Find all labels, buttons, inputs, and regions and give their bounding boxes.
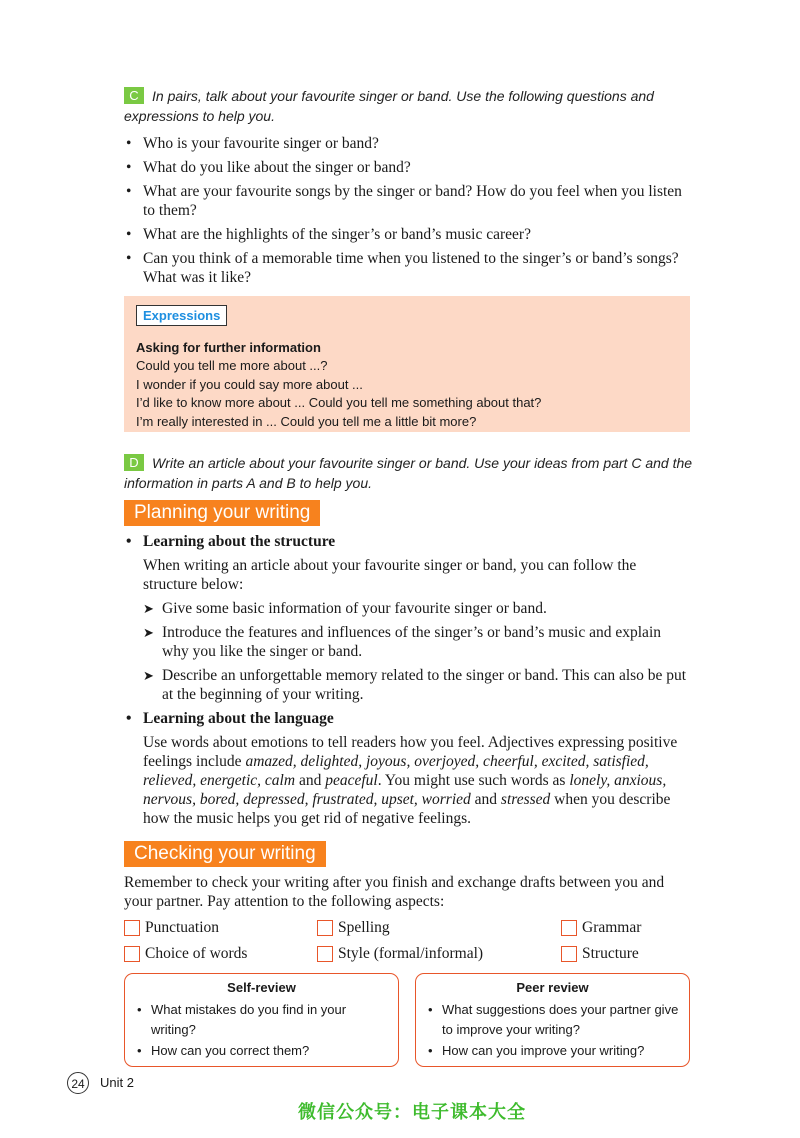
structure-item-text: Describe an unforgettable memory related to the singer or band. This can also be put at the beginning of your writing. bbox=[162, 667, 687, 703]
checkbox-icon[interactable] bbox=[561, 920, 577, 936]
structure-item-text: Introduce the features and influences of the singer’s or band’s music and explain why you like the singer or band. bbox=[162, 624, 661, 660]
aspect-label: Style (formal/informal) bbox=[338, 945, 484, 962]
language-text: and bbox=[470, 791, 501, 808]
arrow-icon: ➤ bbox=[143, 625, 154, 640]
structure-intro: When writing an article about your favourite singer or band, you can follow the structure below: bbox=[143, 557, 637, 593]
arrow-icon: ➤ bbox=[143, 668, 154, 683]
question-item: • Who is your favourite singer or band? bbox=[124, 134, 694, 153]
page-number: 24 bbox=[67, 1072, 89, 1094]
checkbox-icon[interactable] bbox=[317, 946, 333, 962]
self-review-item: • What mistakes do you find in your writing? bbox=[135, 1000, 388, 1039]
expression-line: I’d like to know more about ... Could you tell me something about that? bbox=[136, 395, 542, 411]
aspect-choice-of-words[interactable] bbox=[124, 945, 247, 963]
planning-heading-bar bbox=[124, 500, 320, 526]
peer-review-title: Peer review bbox=[516, 980, 589, 995]
checkbox-icon[interactable] bbox=[317, 920, 333, 936]
aspect-label: Choice of words bbox=[145, 945, 248, 962]
section-c-letter: C bbox=[124, 87, 144, 104]
question-item: • What are your favourite songs by the singer or band? How do you feel when you listen to them? bbox=[124, 182, 694, 220]
positive-words: amazed, delighted, joyous, overjoyed, cheerful, excited, satisfied, relieved, energetic, calm bbox=[143, 753, 649, 789]
negative-word-last: stressed bbox=[500, 791, 551, 808]
question-item: • What do you like about the singer or band? bbox=[124, 158, 694, 177]
self-review-box bbox=[124, 973, 399, 1067]
aspect-label: Structure bbox=[582, 945, 639, 962]
question-item: • Can you think of a memorable time when you listened to the singer’s or band’s songs? What was it like? bbox=[124, 249, 694, 287]
aspect-label: Grammar bbox=[582, 919, 642, 936]
checking-intro: Remember to check your writing after you finish and exchange drafts between you and your partner. Pay attention to the following aspects: bbox=[124, 874, 665, 910]
arrow-icon: ➤ bbox=[143, 601, 154, 616]
section-d-instruction-text: Write an article about your favourite singer or band. Use your ideas from part C and the information in parts A and B to help you. bbox=[124, 455, 693, 491]
aspect-label: Punctuation bbox=[145, 919, 220, 936]
question-list bbox=[124, 134, 694, 292]
language-text: Use words about emotions to tell readers how you feel. Adjectives expressing positive feelings include bbox=[143, 734, 678, 770]
peer-review-item: • What suggestions does your partner give to improve your writing? bbox=[426, 1000, 679, 1039]
expression-line: I’m really interested in ... Could you tell me a little bit more? bbox=[136, 413, 477, 429]
watermark-text: 微信公众号：电子课本大全 bbox=[298, 1102, 526, 1123]
planning-heading: Planning your writing bbox=[124, 500, 320, 526]
aspect-punctuation[interactable] bbox=[124, 919, 219, 937]
structure-title: • Learning about the structure bbox=[124, 532, 690, 551]
aspect-spelling[interactable] bbox=[317, 919, 390, 937]
expression-line: Could you tell me more about ...? bbox=[136, 358, 328, 373]
planning-content bbox=[124, 532, 690, 828]
section-d-letter: D bbox=[124, 454, 144, 471]
section-d-instruction bbox=[124, 453, 694, 493]
expression-line: I wonder if you could say more about ... bbox=[136, 376, 363, 392]
structure-item-text: Give some basic information of your favourite singer or band. bbox=[162, 600, 547, 617]
language-title: • Learning about the language bbox=[124, 709, 690, 728]
structure-item bbox=[143, 666, 690, 704]
language-text: . You might use such words as bbox=[377, 772, 570, 789]
checkbox-icon[interactable] bbox=[561, 946, 577, 962]
structure-item bbox=[143, 623, 690, 661]
checkbox-icon[interactable] bbox=[124, 946, 140, 962]
self-review-item: • How can you correct them? bbox=[135, 1041, 388, 1061]
structure-item bbox=[143, 599, 690, 618]
language-paragraph bbox=[124, 733, 690, 828]
expressions-title: Expressions bbox=[136, 305, 227, 326]
aspect-structure[interactable] bbox=[561, 945, 639, 963]
aspect-grammar[interactable] bbox=[561, 919, 641, 937]
question-item: • What are the highlights of the singer’s or band’s music career? bbox=[124, 225, 694, 244]
checkbox-icon[interactable] bbox=[124, 920, 140, 936]
section-c-instruction-text: In pairs, talk about your favourite singer or band. Use the following questions and expressions to help you. bbox=[124, 88, 654, 124]
language-text: when you describe how the music helps you get rid of negative feelings. bbox=[143, 791, 671, 827]
expressions-box bbox=[124, 296, 690, 432]
expressions-subheading: Asking for further information bbox=[136, 340, 321, 355]
checking-heading: Checking your writing bbox=[124, 841, 326, 867]
section-c-instruction bbox=[124, 86, 684, 126]
peer-review-item: • How can you improve your writing? bbox=[426, 1041, 679, 1061]
positive-word-last: peaceful bbox=[325, 772, 378, 789]
aspect-style[interactable] bbox=[317, 945, 483, 963]
unit-label: Unit 2 bbox=[100, 1075, 134, 1090]
language-text: and bbox=[295, 772, 326, 789]
checking-heading-bar bbox=[124, 841, 326, 867]
aspect-label: Spelling bbox=[338, 919, 390, 936]
peer-review-box bbox=[415, 973, 690, 1067]
negative-words: lonely, anxious, nervous, bored, depressed, frustrated, upset, worried bbox=[143, 772, 667, 808]
self-review-title: Self-review bbox=[227, 980, 296, 995]
